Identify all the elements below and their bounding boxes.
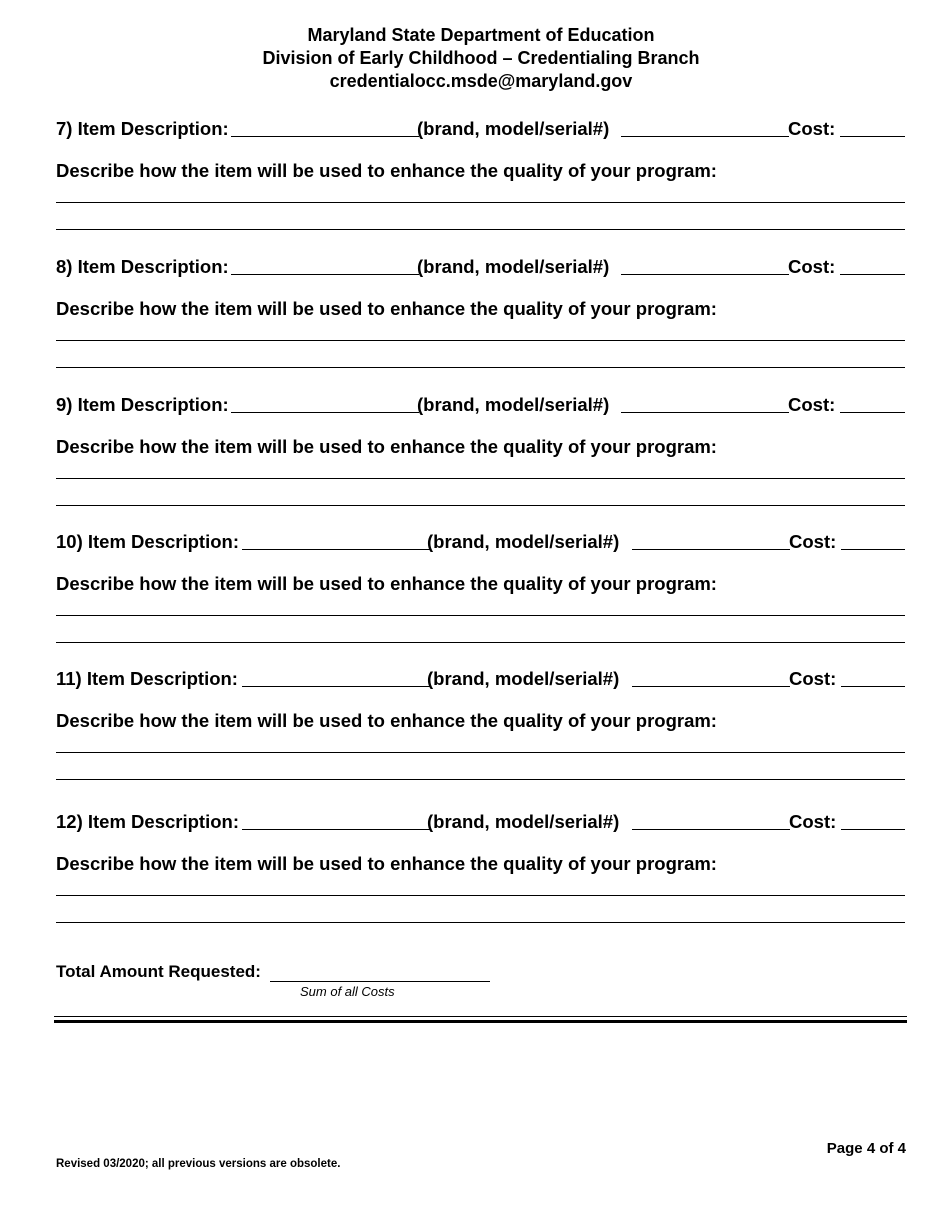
item-description-label: 10) Item Description:	[56, 531, 239, 552]
describe-prompt: Describe how the item will be used to enhance the quality of your program:	[56, 436, 717, 457]
item-block-10	[56, 529, 905, 649]
cost-label: Cost:	[789, 668, 837, 689]
item-description-label: 12) Item Description:	[56, 811, 239, 832]
cost-label: Cost:	[788, 394, 836, 415]
describe-line-1[interactable]	[56, 340, 905, 341]
total-amount-label: Total Amount Requested:	[56, 962, 261, 981]
revision-note: Revised 03/2020; all previous versions are obsolete.	[56, 1158, 341, 1170]
brand-model-field[interactable]	[632, 686, 790, 687]
item-block-11	[56, 666, 905, 786]
describe-line-1[interactable]	[56, 615, 905, 616]
describe-line-2[interactable]	[56, 367, 905, 368]
describe-prompt: Describe how the item will be used to enhance the quality of your program:	[56, 710, 717, 731]
describe-line-2[interactable]	[56, 922, 905, 923]
cost-field[interactable]	[840, 136, 905, 137]
describe-line-1[interactable]	[56, 202, 905, 203]
brand-model-field[interactable]	[632, 549, 790, 550]
brand-model-label: (brand, model/serial#)	[427, 811, 620, 832]
brand-model-label: (brand, model/serial#)	[417, 256, 610, 277]
item-block-12	[56, 809, 905, 929]
describe-line-2[interactable]	[56, 505, 905, 506]
department-title: Maryland State Department of Education	[307, 25, 655, 45]
describe-prompt: Describe how the item will be used to enhance the quality of your program:	[56, 853, 717, 874]
cost-label: Cost:	[789, 811, 837, 832]
contact-email: credentialocc.msde@maryland.gov	[329, 71, 633, 91]
item-description-label: 9) Item Description:	[56, 394, 229, 415]
division-title: Division of Early Childhood – Credentialing Branch	[262, 48, 700, 68]
total-amount-field[interactable]	[270, 981, 490, 982]
cost-label: Cost:	[788, 118, 836, 139]
describe-line-2[interactable]	[56, 229, 905, 230]
describe-prompt: Describe how the item will be used to enhance the quality of your program:	[56, 160, 717, 181]
item-block-7	[56, 116, 905, 236]
cost-label: Cost:	[788, 256, 836, 277]
item-description-label: 8) Item Description:	[56, 256, 229, 277]
sum-of-costs-note: Sum of all Costs	[300, 984, 395, 999]
cost-field[interactable]	[840, 412, 905, 413]
cost-field[interactable]	[841, 549, 905, 550]
divider-thick	[54, 1020, 907, 1023]
page-number: Page 4 of 4	[826, 1140, 906, 1157]
item-description-field[interactable]	[242, 829, 430, 830]
document-header	[0, 24, 950, 93]
item-description-field[interactable]	[242, 549, 430, 550]
brand-model-field[interactable]	[621, 136, 789, 137]
brand-model-label: (brand, model/serial#)	[417, 118, 610, 139]
cost-field[interactable]	[841, 829, 905, 830]
brand-model-label: (brand, model/serial#)	[427, 668, 620, 689]
brand-model-field[interactable]	[621, 274, 789, 275]
cost-label: Cost:	[789, 531, 837, 552]
brand-model-field[interactable]	[632, 829, 790, 830]
brand-model-label: (brand, model/serial#)	[417, 394, 610, 415]
item-block-9	[56, 392, 905, 512]
item-description-field[interactable]	[231, 136, 419, 137]
describe-line-1[interactable]	[56, 895, 905, 896]
item-description-field[interactable]	[242, 686, 430, 687]
item-description-label: 7) Item Description:	[56, 118, 229, 139]
describe-line-1[interactable]	[56, 478, 905, 479]
describe-prompt: Describe how the item will be used to enhance the quality of your program:	[56, 573, 717, 594]
describe-line-2[interactable]	[56, 642, 905, 643]
describe-line-1[interactable]	[56, 752, 905, 753]
brand-model-label: (brand, model/serial#)	[427, 531, 620, 552]
describe-prompt: Describe how the item will be used to enhance the quality of your program:	[56, 298, 717, 319]
item-description-label: 11) Item Description:	[56, 668, 238, 689]
divider-thin	[54, 1016, 907, 1017]
brand-model-field[interactable]	[621, 412, 789, 413]
item-description-field[interactable]	[231, 274, 419, 275]
cost-field[interactable]	[840, 274, 905, 275]
describe-line-2[interactable]	[56, 779, 905, 780]
item-description-field[interactable]	[231, 412, 419, 413]
cost-field[interactable]	[841, 686, 905, 687]
item-block-8	[56, 254, 905, 374]
